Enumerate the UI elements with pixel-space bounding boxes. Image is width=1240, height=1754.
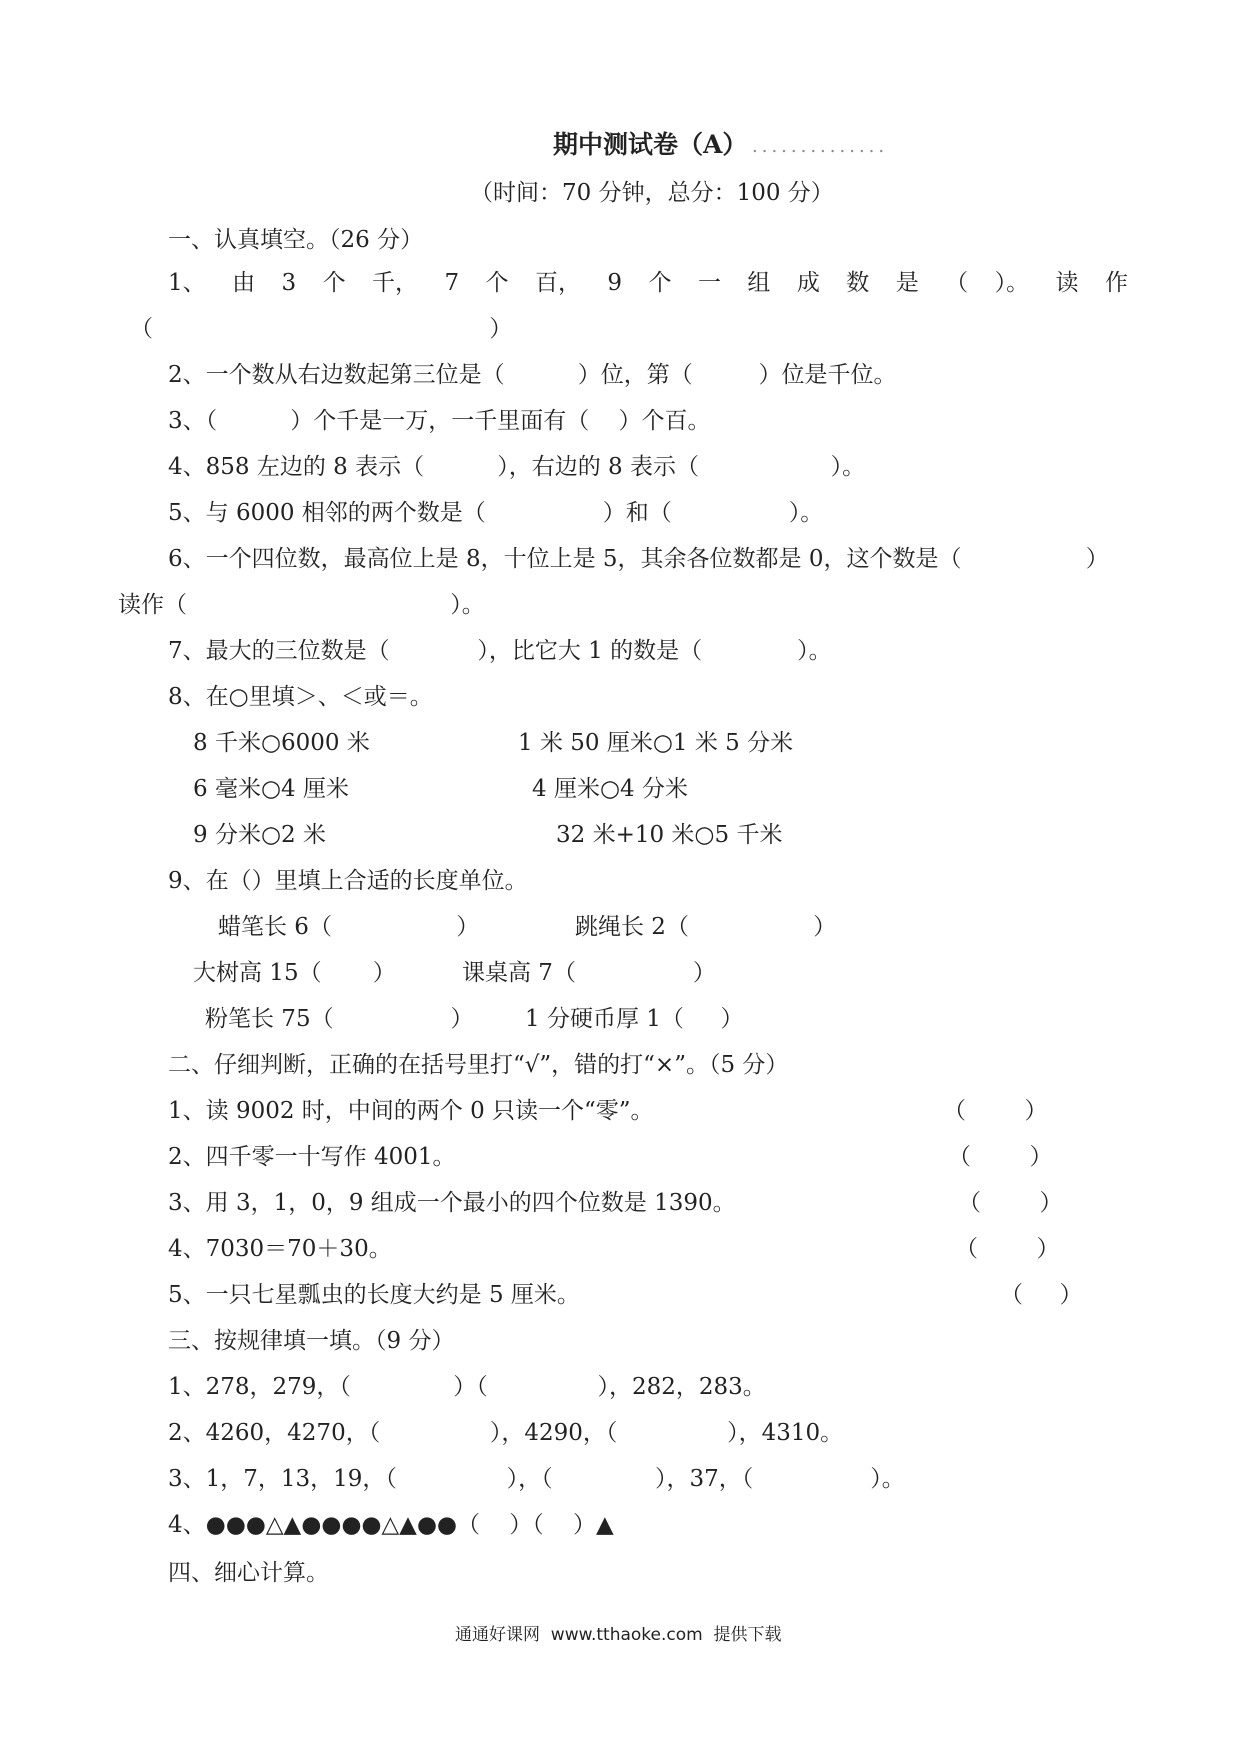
- question-6-continuation: 读作（ ）。: [118, 592, 485, 618]
- judge-answer-box[interactable]: （ ）: [943, 1098, 1048, 1124]
- question-1-part: （: [945, 270, 969, 296]
- pattern-item: 1、278，279，（ ）（ ），282，283。: [168, 1374, 766, 1400]
- judge-answer-box[interactable]: （ ）: [958, 1190, 1063, 1216]
- compare-item: 6 毫米○4 厘米: [193, 776, 349, 802]
- pattern-item: 3、1，7，13，19，（ ），（ ），37，（ ）。: [168, 1466, 905, 1492]
- judge-answer-box[interactable]: （ ）: [1000, 1282, 1083, 1308]
- question-1-part: 作: [1104, 270, 1128, 296]
- unit-item: 跳绳长 2（ ）: [575, 914, 837, 940]
- question-7: 7、最大的三位数是（ ），比它大 1 的数是（ ）。: [168, 638, 832, 664]
- question-1-continuation: （ ）: [130, 316, 513, 342]
- compare-item: 1 米 50 厘米○1 米 5 分米: [518, 730, 794, 756]
- question-9: 9、在（）里填上合适的长度单位。: [168, 868, 528, 894]
- judge-item: 5、一只七星瓢虫的长度大约是 5 厘米。: [168, 1282, 580, 1308]
- question-1-part: 个: [648, 270, 672, 296]
- section-heading-3: 三、按规律填一填。（9 分）: [168, 1328, 455, 1354]
- section-heading-4: 四、细心计算。: [168, 1560, 329, 1586]
- question-1: [168, 268, 1128, 298]
- section-heading-1: 一、认真填空。（26 分）: [168, 227, 424, 253]
- compare-item: 32 米+10 米○5 千米: [556, 822, 783, 848]
- compare-item: 9 分米○2 米: [193, 822, 326, 848]
- footer-text: 通通好课网 www.tthaoke.com 提供下载: [455, 1625, 782, 1645]
- pattern-item: 4、●●●△▲●●●●△▲●●（ ）（ ）▲: [168, 1512, 614, 1538]
- judge-item: 1、读 9002 时，中间的两个 0 只读一个“零”。: [168, 1098, 654, 1124]
- question-3: 3、（ ）个千是一万，一千里面有（ ）个百。: [168, 408, 711, 434]
- question-6: 6、一个四位数，最高位上是 8，十位上是 5，其余各位数都是 0，这个数是（ ）: [168, 546, 1109, 572]
- question-1-part: 9: [607, 270, 623, 296]
- pattern-item: 2、4260，4270，（ ），4290，（ ），4310。: [168, 1420, 844, 1446]
- page-title: 期中测试卷（A）: [553, 130, 748, 159]
- question-1-part: 数: [846, 270, 870, 296]
- question-1-part: 千，: [372, 270, 419, 296]
- question-1-part: 个: [485, 270, 509, 296]
- question-1-part: 组: [747, 270, 771, 296]
- judge-answer-box[interactable]: （ ）: [948, 1144, 1053, 1170]
- section-heading-2: 二、仔细判断，正确的在括号里打“√”，错的打“×”。（5 分）: [168, 1052, 789, 1078]
- question-1-part: 百，: [534, 270, 581, 296]
- judge-item: 3、用 3，1，0，9 组成一个最小的四个位数是 1390。: [168, 1190, 736, 1216]
- question-5: 5、与 6000 相邻的两个数是（ ）和（ ）。: [168, 500, 824, 526]
- question-1-part: 个: [322, 270, 346, 296]
- judge-item: 4、7030＝70＋30。: [168, 1236, 392, 1262]
- question-1-part: 是: [895, 270, 919, 296]
- question-4: 4、858 左边的 8 表示（ ），右边的 8 表示（ ）。: [168, 454, 866, 480]
- question-8: 8、在○里填＞、＜或＝。: [168, 684, 433, 710]
- question-1-part: 由: [232, 270, 256, 296]
- question-1-part: 成: [796, 270, 820, 296]
- unit-item: 蜡笔长 6（ ）: [218, 914, 480, 940]
- page-subtitle: （时间：70 分钟，总分：100 分）: [470, 180, 834, 206]
- question-1-part: 3: [281, 270, 297, 296]
- question-1-part: 7: [444, 270, 460, 296]
- question-1-part: ）。: [994, 270, 1030, 296]
- unit-item: 课桌高 7（ ）: [462, 960, 716, 986]
- compare-item: 8 千米○6000 米: [193, 730, 370, 756]
- compare-item: 4 厘米○4 分米: [532, 776, 688, 802]
- unit-item: 1 分硬币厚 1（ ）: [525, 1006, 744, 1032]
- question-1-part: 1、: [168, 270, 206, 296]
- title-dots: ..............: [752, 136, 889, 157]
- unit-item: 大树高 15（ ）: [193, 960, 396, 986]
- unit-item: 粉笔长 75（ ）: [205, 1006, 474, 1032]
- judge-item: 2、四千零一十写作 4001。: [168, 1144, 456, 1170]
- question-1-part: 一: [697, 270, 721, 296]
- question-1-part: 读: [1055, 270, 1079, 296]
- judge-answer-box[interactable]: （ ）: [955, 1236, 1060, 1262]
- question-2: 2、一个数从右边数起第三位是（ ）位，第（ ）位是千位。: [168, 362, 897, 388]
